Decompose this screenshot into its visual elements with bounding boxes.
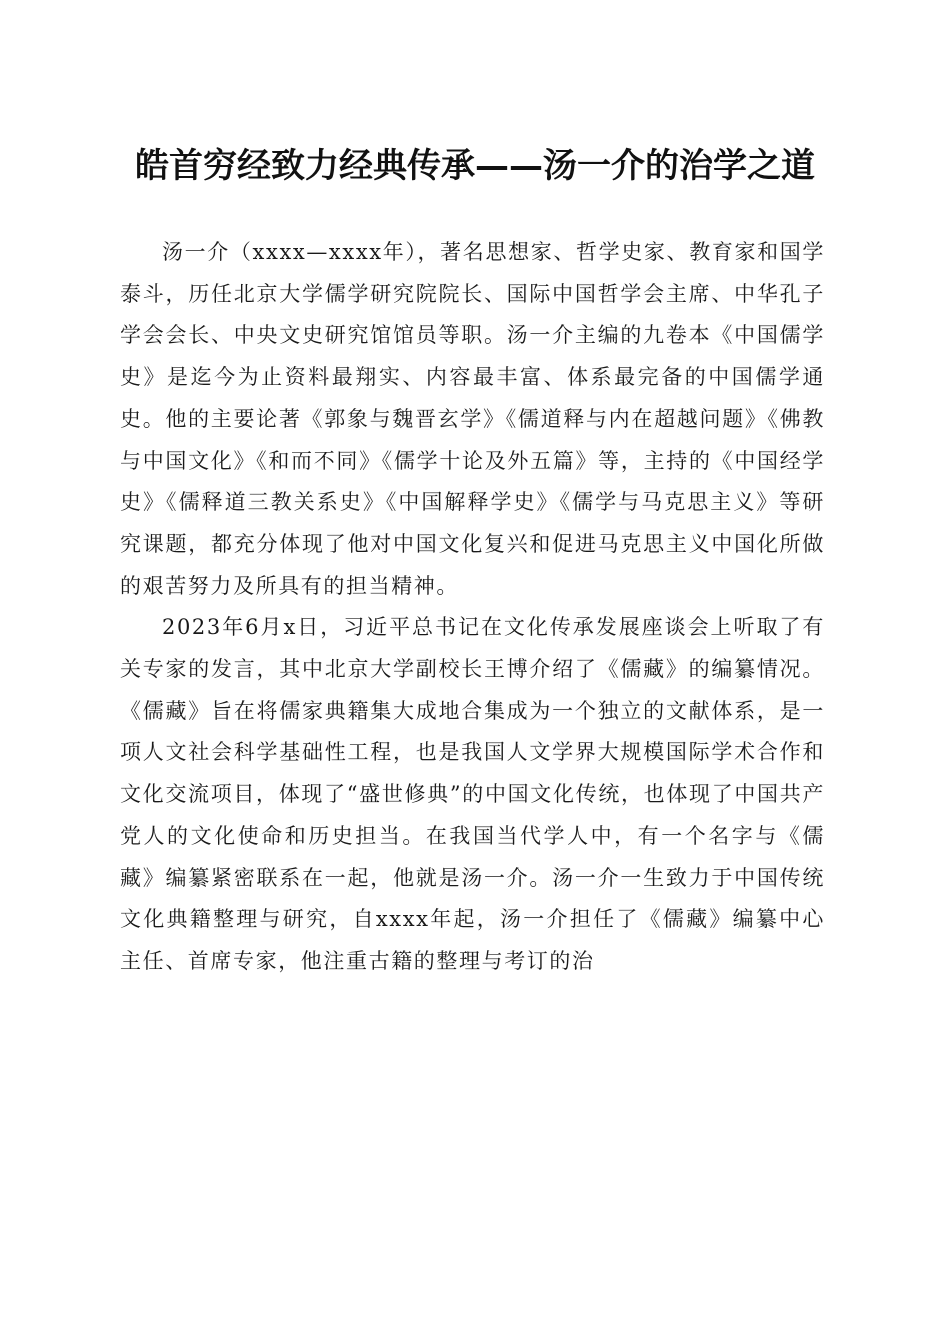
document-body xyxy=(120,232,825,983)
paragraph-ruzang: 2023年6月x日，习近平总书记在文化传承发展座谈会上听取了有关专家的发言，其中北京大学副校长王博介绍了《儒藏》的编纂情况。《儒藏》旨在将儒家典籍集大成地合集成为一个独立的文献体系，是一项人文社会科学基础性工程，也是我国人文学界大规模国际学术合作和文化交流项目，体现了“盛世修典”的中国文化传统，也体现了中国共产党人的文化使命和历史担当。在我国当代学人中，有一个名字与《儒藏》编纂紧密联系在一起，他就是汤一介。汤一介一生致力于中国传统文化典籍整理与研究，自xxxx年起，汤一介担任了《儒藏》编纂中心主任、首席专家，他注重古籍的整理与考订的治 xyxy=(120,615,825,973)
document-title: 皓首穷经致力经典传承——汤一介的治学之道 xyxy=(135,146,815,186)
paragraph-intro: 汤一介（xxxx—xxxx年），著名思想家、哲学史家、教育家和国学泰斗，历任北京大学儒学研究院院长、国际中国哲学会主席、中华孔子学会会长、中央文史研究馆馆员等职。汤一介主编的九卷本《中国儒学史》是迄今为止资料最翔实、内容最丰富、体系最完备的中国儒学通史。他的主要论著《郭象与魏晋玄学》《儒道释与内在超越问题》《佛教与中国文化》《和而不同》《儒学十论及外五篇》等，主持的《中国经学史》《儒释道三教关系史》《中国解释学史》《儒学与马克思主义》等研究课题，都充分体现了他对中国文化复兴和促进马克思主义中国化所做的艰苦努力及所具有的担当精神。 xyxy=(120,240,825,598)
